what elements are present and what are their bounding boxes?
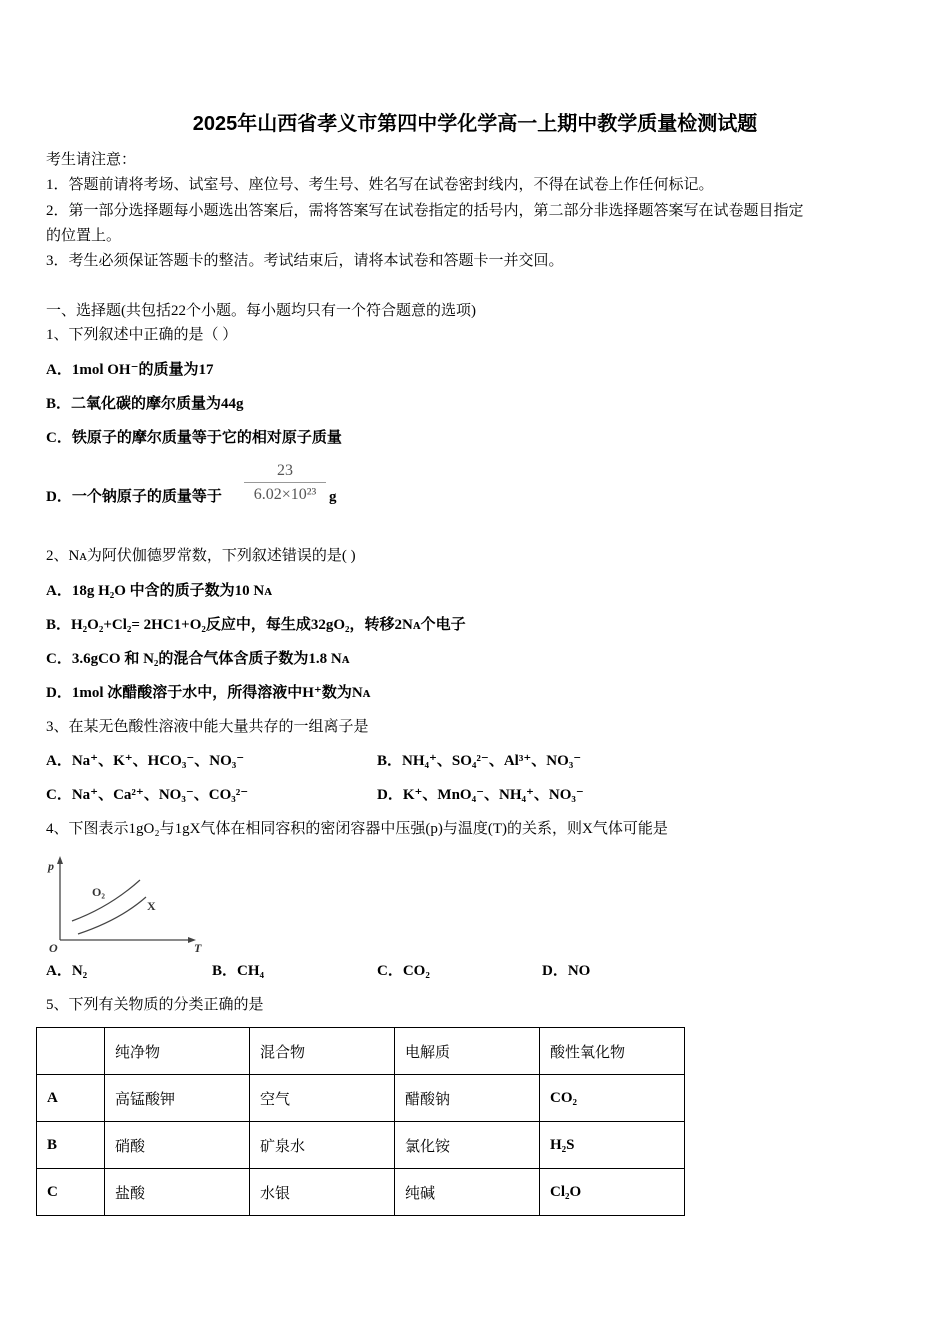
table-cell: 空气 — [250, 1075, 395, 1122]
table-cell: H₂S — [540, 1122, 685, 1169]
table-header: 酸性氧化物 — [540, 1028, 685, 1075]
q2-option-a: A．18g H₂O 中含的质子数为10 Nᴀ — [46, 583, 273, 599]
table-row — [37, 1075, 685, 1122]
notice-heading: 考生请注意： — [46, 152, 137, 168]
fraction-denominator: 6.02×10²³ — [253, 486, 317, 503]
table-cell: Cl₂O — [540, 1169, 685, 1216]
section-heading: 一、选择题(共包括22个小题。每小题均只有一个符合题意的选项) — [46, 303, 476, 319]
table-cell: 氯化铵 — [395, 1122, 540, 1169]
q2-option-c: C．3.6gCO 和 N₂的混合气体含质子数为1.8 Nᴀ — [46, 651, 350, 667]
q1-option-b: B．二氧化碳的摩尔质量为44g — [46, 396, 244, 412]
x-curve — [78, 897, 146, 934]
table-row — [37, 1169, 685, 1216]
q1-option-d-unit: g — [329, 489, 337, 505]
q3-option-b: B．NH₄⁺、SO₄²⁻、Al³⁺、NO₃⁻ — [377, 753, 582, 769]
table-cell: 水银 — [250, 1169, 395, 1216]
q3-stem: 3、在某无色酸性溶液中能大量共存的一组离子是 — [46, 719, 369, 735]
table-cell: B — [37, 1122, 105, 1169]
notice-item: 的位置上。 — [46, 228, 122, 244]
y-axis-arrow — [57, 856, 63, 864]
o2-curve — [72, 880, 140, 921]
table-header: 混合物 — [250, 1028, 395, 1075]
o2-curve-label: O₂ — [92, 885, 105, 899]
q3-option-c: C．Na⁺、Ca²⁺、NO₃⁻、CO₃²⁻ — [46, 787, 249, 803]
x-axis-label: T — [194, 941, 202, 952]
fraction-numerator: 23 — [244, 462, 326, 483]
table-cell: 纯碱 — [395, 1169, 540, 1216]
table-cell: 盐酸 — [105, 1169, 250, 1216]
fraction — [244, 462, 326, 504]
table-cell — [37, 1028, 105, 1075]
table-header: 纯净物 — [105, 1028, 250, 1075]
table-cell: 高锰酸钾 — [105, 1075, 250, 1122]
q4-option-c: C．CO₂ — [377, 963, 430, 979]
q4-option-d: D．NO — [542, 963, 591, 979]
x-curve-label: X — [147, 899, 156, 913]
table-cell: 醋酸钠 — [395, 1075, 540, 1122]
notice-item: 3．考生必须保证答题卡的整洁。考试结束后，请将本试卷和答题卡一并交回。 — [46, 253, 564, 269]
q1-stem: 1、下列叙述中正确的是（ ） — [46, 327, 238, 343]
q3-option-a: A．Na⁺、K⁺、HCO₃⁻、NO₃⁻ — [46, 753, 245, 769]
q1-option-a: A．1mol OH⁻的质量为17 — [46, 362, 214, 378]
table-row — [37, 1122, 685, 1169]
table-cell: C — [37, 1169, 105, 1216]
q4-stem: 4、下图表示1gO₂与1gX气体在相同容积的密闭容器中压强(p)与温度(T)的关系，则X气体可能是 — [46, 821, 668, 837]
q4-option-b: B．CH₄ — [212, 963, 265, 979]
q2-option-b: B．H₂O₂+Cl₂= 2HC1+O₂反应中，每生成32gO₂，转移2Nᴀ个电子 — [46, 617, 466, 633]
q2-option-d: D．1mol 冰醋酸溶于水中，所得溶液中H⁺数为Nᴀ — [46, 685, 371, 701]
page-title: 2025年山西省孝义市第四中学化学高一上期中教学质量检测试题 — [192, 113, 758, 135]
table-cell: A — [37, 1075, 105, 1122]
table-cell: 硝酸 — [105, 1122, 250, 1169]
pressure-temperature-graph — [40, 852, 220, 952]
table-header: 电解质 — [395, 1028, 540, 1075]
q1-option-c: C．铁原子的摩尔质量等于它的相对原子质量 — [46, 430, 342, 446]
classification-table — [36, 1027, 685, 1216]
origin-label: O — [49, 941, 58, 952]
table-header-row — [37, 1028, 685, 1075]
q3-option-d: D．K⁺、MnO₄⁻、NH₄⁺、NO₃⁻ — [377, 787, 584, 803]
q2-stem: 2、Nᴀ为阿伏伽德罗常数，下列叙述错误的是( ) — [46, 548, 356, 564]
table-cell: CO₂ — [540, 1075, 685, 1122]
notice-item: 1．答题前请将考场、试室号、座位号、考生号、姓名写在试卷密封线内，不得在试卷上作任何标记。 — [46, 177, 714, 193]
q4-option-a: A．N₂ — [46, 963, 88, 979]
table-cell: 矿泉水 — [250, 1122, 395, 1169]
q1-option-d: D．一个钠原子的质量等于 — [46, 489, 222, 505]
notice-item: 2．第一部分选择题每小题选出答案后，需将答案写在试卷指定的括号内，第二部分非选择题答案写在试卷题目指定 — [46, 203, 804, 219]
q5-stem: 5、下列有关物质的分类正确的是 — [46, 997, 264, 1013]
y-axis-label: p — [48, 859, 54, 873]
